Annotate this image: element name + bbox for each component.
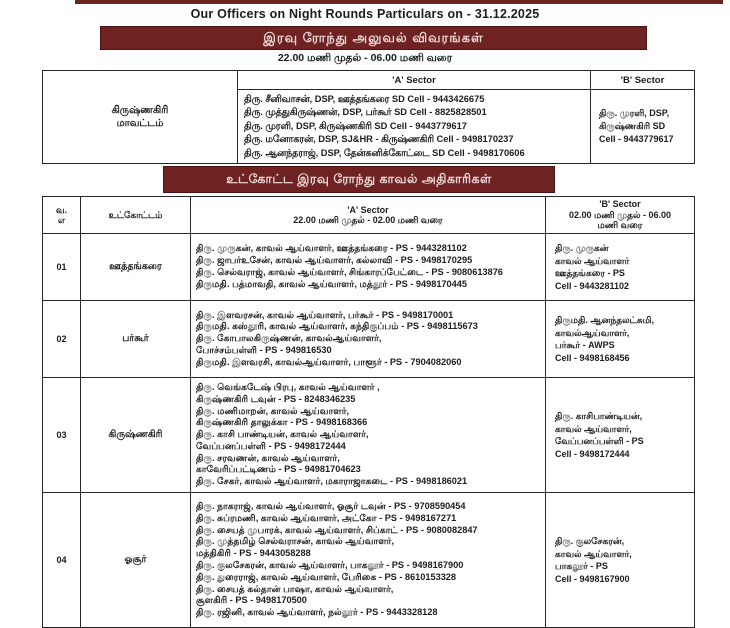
sector-a-officers: [191, 234, 546, 301]
text-line: காவல் ஆய்வாளர்: [555, 255, 630, 266]
rounds-row-hosur: [43, 493, 695, 628]
subdivision-name: கிருஷ்ணகிரி: [81, 378, 191, 493]
subdivision-name: ஓசூர்: [81, 493, 191, 628]
rounds-table-header-row: [43, 197, 695, 234]
serial-number: 02: [43, 301, 81, 378]
text-line: திரு. குலசேகரன், காவல் ஆய்வாளர், பாகலூர் - PS - 9498167900: [196, 560, 464, 570]
text-line: திரு. வெங்கடேஷ் பிரபு, காவல் ஆய்வாளர் ,: [196, 381, 380, 392]
text-line: திரு. முருகன்: [555, 243, 609, 253]
night-rounds-banner: இரவு ரோந்து அலுவல் விவரங்கள்: [100, 26, 647, 50]
subdivision-name: ஊத்தங்கரை: [81, 234, 191, 301]
text-line: 'B' Sector: [599, 199, 641, 210]
serial-column-header: [43, 197, 81, 234]
sector-a-officers: [191, 301, 546, 378]
text-line: சூளகிரி - PS - 9498170500: [196, 595, 307, 606]
rounds-row-uthangarai: [43, 234, 695, 301]
text-line: திரு. ஆனந்தராஜ், DSP, தேன்கனிக்கோட்டை SD Cell - 9498170606: [244, 147, 525, 158]
text-line: கிருஷ்ணகிரி: [111, 105, 169, 117]
rounds-row-krishnagiri: [43, 378, 695, 493]
text-line: திரு. ஜாபர்உசேன், காவல் ஆய்வாளர், கல்லாவி - PS - 9498170295: [196, 255, 473, 266]
text-line: திரு. நாகராஜ், காவல் ஆய்வாளர், ஓசூர் டவுன் - PS - 9708590454: [196, 501, 466, 512]
text-line: திரு. இளவரசன், காவல் ஆய்வாளர், பர்கூர் - PS - 9498170001: [196, 309, 454, 320]
text-line: காவல் ஆய்வாளர்,: [555, 548, 632, 559]
subdivision-rounds-table: [42, 196, 695, 628]
text-line: கிருஷ்ணகிரி டவுன் - PS - 8248346235: [196, 393, 356, 404]
text-line: 02.00 மணி முதல் - 06.00: [569, 209, 671, 220]
text-line: வேப்பனப்பள்ளி - PS - 9498172444: [196, 440, 346, 451]
text-line: திரு. சரவணன், காவல் ஆய்வாளர்,: [196, 452, 340, 463]
serial-number: 01: [43, 234, 81, 301]
text-line: கிருஷ்ணகிரி தாலுக்கா - PS - 9498168366: [196, 417, 368, 428]
text-line: காவேரிப்பட்டிணம் - PS - 94981704623: [196, 464, 361, 475]
text-line: திருமதி. ஆனந்தலட்சுமி,: [555, 315, 654, 325]
sector-b-column-header: [546, 197, 695, 234]
text-line: திரு. சுப்ரமணி, காவல் ஆய்வாளர், அட்கோ - PS - 9498167271: [196, 512, 457, 523]
subdivision-name: பர்கூர்: [81, 301, 191, 378]
text-line: திரு. முருகன், காவல் ஆய்வாளர், ஊத்தங்கரை - PS - 9443281102: [196, 243, 467, 254]
text-line: Cell - 9443281102: [555, 280, 630, 291]
text-line: கிருஷ்ணகிரி SD: [599, 121, 666, 132]
text-line: திரு. கோபாலகிருஷ்ணன், காவல்ஆய்வாளர்,: [196, 333, 382, 344]
subdivision-column-header: உட்கோட்டம்: [81, 197, 191, 234]
text-line: திரு. மனோகரன், DSP, SJ&HR - கிருஷ்ணகிரி Cell - 9498170237: [244, 134, 514, 145]
text-line: வேப்பனப்பள்ளி - PS: [555, 436, 644, 446]
top-maroon-strip: [75, 0, 723, 4]
district-officers-table: [42, 70, 695, 164]
text-line: Cell - 9498172444: [555, 448, 630, 459]
text-line: மத்திகிரி - PS - 9443058288: [196, 548, 311, 559]
text-line: காவல்ஆய்வாளர்,: [555, 327, 630, 338]
text-line: திரு. முத்தமிழ் செல்வராசன், காவல் ஆய்வாளர்,: [196, 536, 394, 547]
text-line: பாகலூர் - PS: [555, 561, 608, 571]
text-line: 22.00 மணி முதல் - 02.00 மணி வரை: [293, 215, 443, 225]
text-line: எ: [57, 215, 66, 225]
sector-a-officers: [191, 378, 546, 493]
text-line: போச்சம்பள்ளி - PS - 949816530: [196, 344, 332, 355]
text-line: 'A' Sector: [347, 204, 389, 215]
district-table-header-row: [43, 71, 695, 90]
text-line: வ.: [55, 204, 68, 215]
page-title: Our Officers on Night Rounds Particulars on - 31.12.2025: [190, 7, 540, 21]
text-line: திரு. சையத் கல்தான் பாஷா, காவல் ஆய்வாளர்,: [196, 583, 394, 594]
text-line: திரு. முத்துகிருஷ்ணன், DSP, பர்கூர் SD Cell - 8825828501: [244, 107, 487, 118]
sector-a-officers: [191, 493, 546, 628]
text-line: திரு. சையத் முபாரக், காவல் ஆய்வாளர், சிப்காட் - PS - 9080082847: [196, 524, 478, 535]
serial-number: 03: [43, 378, 81, 493]
text-line: திரு. காசிபாண்டியன்,: [555, 411, 643, 421]
subdivision-banner: உட்கோட்ட இரவு ரோந்து காவல் அதிகாரிகள்: [163, 166, 555, 193]
text-line: திரு. குலசேகரன்,: [555, 536, 625, 546]
text-line: ஊத்தங்கரை - PS: [555, 268, 625, 278]
text-line: திரு. சேகர், காவல் ஆய்வாளர், மகாராஜாகடை - PS - 9498186021: [196, 476, 468, 487]
district-sector-b-officers: [591, 90, 695, 164]
district-sector-a-officers: [238, 90, 591, 164]
sector-b-officer: [546, 301, 695, 378]
serial-number: 04: [43, 493, 81, 628]
sector-b-officer: [546, 493, 695, 628]
text-line: திருமதி. பத்மாவதி, காவல் ஆய்வாளர், மத்தூர் - PS - 9498170445: [196, 278, 467, 289]
text-line: திரு. ரஜினி, காவல் ஆய்வாளர், நல்லூர் - PS - 9443328128: [196, 607, 438, 618]
rounds-row-bargur: [43, 301, 695, 378]
text-line: திருமதி. கஸ்தூரி, காவல் ஆய்வாளர், கந்திகுப்பம் - PS - 9498115673: [196, 321, 478, 332]
text-line: Cell - 9498167900: [555, 573, 630, 584]
text-line: திரு. முரளி, DSP, கிருஷ்ணகிரி SD Cell - 9443779617: [244, 120, 467, 131]
text-line: திருமதி. இளவரசி, காவல்ஆய்வாளர், பாளூர் - PS - 7904082060: [196, 356, 462, 367]
time-range-subtitle: 22.00 மணி முதல் - 06.00 மணி வரை: [277, 52, 453, 64]
text-line: திரு. துரைராஜ், காவல் ஆய்வாளர், பேரிகை - PS - 8610153328: [196, 571, 457, 582]
text-line: திரு. காசி பாண்டியன், காவல் ஆய்வாளர்,: [196, 429, 369, 440]
text-line: திரு. முரளி, DSP,: [599, 108, 670, 119]
text-line: மாவட்டம்: [116, 118, 164, 130]
text-line: Cell - 9443779617: [599, 134, 674, 145]
text-line: திரு. செல்வராஜ், காவல் ஆய்வாளர், சிங்காரப்பேட்டை - PS - 9080613876: [196, 267, 503, 277]
district-name-cell: [43, 71, 238, 164]
sector-b-officer: [546, 234, 695, 301]
text-line: மணி வரை: [597, 220, 643, 231]
text-line: திரு. சீனிவாசன், DSP, ஊத்தங்கரை SD Cell - 9443426675: [244, 94, 485, 104]
district-sector-a-header: 'A' Sector: [238, 71, 591, 90]
sector-a-column-header: [191, 197, 546, 234]
sector-b-officer: [546, 378, 695, 493]
text-line: காவல் ஆய்வாளர்,: [555, 423, 632, 434]
text-line: திரு. மணிமாறன், காவல் ஆய்வாளர்,: [196, 405, 350, 416]
text-line: Cell - 9498168456: [555, 352, 630, 363]
text-line: பர்கூர் - AWPS: [555, 340, 615, 350]
district-sector-b-header: 'B' Sector: [591, 71, 695, 90]
